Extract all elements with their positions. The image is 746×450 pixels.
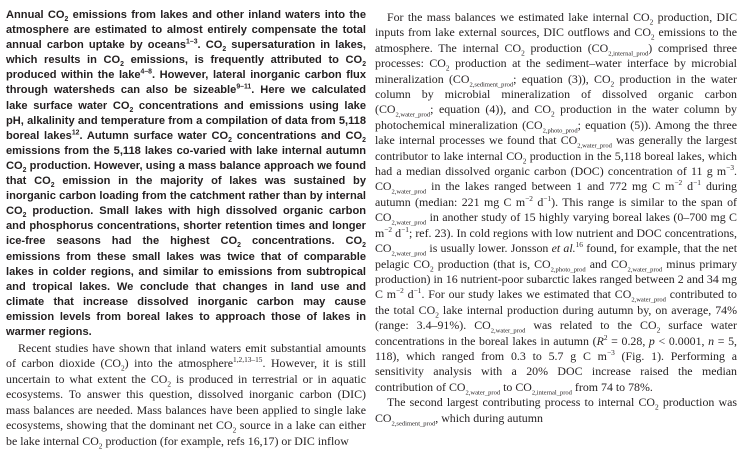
mass-balance-paragraph: For the mass balances we estimated lake internal $CO_2$ production, DIC inputs from lake external sources, DIC outflows and $CO_2$ emissions to the atmosphere. The internal $CO_2$ production $(CO_{2,internal\_prod})$ comprised three processes: $CO_2$ production at the sediment–water interface by microbial mineralization ($CO_{2,sediment\_prod}$; equation (3)), $CO_2$ production in the water column by microbial mineralization of dissolved organic carbon ($CO_{2,water\_prod}$; equation (4)), and $CO_2$ production in the water column by photochemical mineralization ($CO_{2,photo\_prod}$; equation (5)). Among the three lake internal processes we found that $CO_{2,water\_prod}$ was generally the largest contributor to lake internal $CO_2$ production in the 5,118 boreal lakes, which had a median dissolved organic carbon (DOC) concentration of 11 g $m^{-3}$. $CO_{2,water\_prod}$ in the lakes ranged between 1 and 772 mg C $m^{-2}$ $d^{-1}$ during autumn (median: 221 mg C $m^{-2}$ $d^{-1}$). This range is similar to the span of $CO_{2,water\_prod}$ in another study of 15 highly varying boreal lakes (0–700 mg C $m^{-2}$ $d^{-1}$; ref. 23). In cold regions with low nutrient and DOC concentrations, $CO_{2,water\_prod}$ is usually lower. Jonsson et al.$^{16}$ found, for example, that the net pelagic $CO_2$ production (that is, $CO_{2,photo\_prod}$ and $CO_{2,water\_prod}$ minus primary production) in 16 nutrient-poor subarctic lakes ranged between 2 and 34 mg C $m^{-2}$ $d^{-1}$. For our study lakes we estimated that $CO_{2,water\_prod}$ contributed to the total $CO_2$ lake internal production during autumn by, on average, 74% (range: 3.4–91%). $CO_{2,water\_prod}$ was related to the $CO_2$ surface water concentrations in the boreal lakes in autumn ($R^2 = 0.28$, p < 0.0001, n = 5, 118), which ranged from 0.3 to 5.7 g C $m^{-3}$ (Fig. 1). Performing a sensitivity analysis with a 20% DOC increase raised the median contribution of $CO_{2,water\_prod}$ to $CO_{2,internal\_prod}$ from 74 to 78%. [375, 10, 738, 397]
sediment-paragraph: The second largest contributing process to internal $CO_2$ production was $CO_{2,sediment\_prod}$, which during autumn [375, 395, 737, 427]
right-column [375, 0, 737, 426]
intro-paragraph: Recent studies have shown that inland waters emit substantial amounts of carbon dioxide $(CO_2)$ into the atmosphere$^{1,2,13-15}$. However, it is still uncertain to what extent the $CO_2$ is produced in terrestrial or in aquatic ecosystems. To answer this question, dissolved inorganic carbon (DIC) mass balances are needed. Mass balances have been applied to single lake ecosystems, showing that the dominant net $CO_2$ source in a lake can either be lake internal $CO_2$ production (for example, refs 16,17) or DIC inflow [6, 341, 366, 450]
abstract-paragraph: Annual $CO_2$ emissions from lakes and other inland waters into the atmosphere are estimated to almost entirely compensate the total annual carbon uptake by oceans$^{1-3}$. $CO_2$ supersaturation in lakes, which results in $CO_2$ emissions, is frequently attributed to $CO_2$ produced within the lake$^{4-8}$. However, lateral inorganic carbon flux through watersheds can also be sizeable$^{9-11}$. Here we calculated lake surface water $CO_2$ concentrations and emissions using lake pH, alkalinity and temperature from a compilation of data from 5,118 boreal lakes$^{12}$. Autumn surface water $CO_2$ concentrations and $CO_2$ emissions from the 5,118 lakes co-varied with lake internal autumn $CO_2$ production. However, using a mass balance approach we found that $CO_2$ emission in the majority of lakes was sustained by inorganic carbon loading from the catchment rather than by internal $CO_2$ production. Small lakes with high dissolved organic carbon and phosphorus concentrations, shorter retention times and longer ice-free seasons had the highest $CO_2$ concentrations. $CO_2$ emissions from these small lakes was twice that of comparable lakes in colder regions, and similar to emissions from subtropical and tropical lakes. We conclude that changes in land use and climate that increase dissolved inorganic carbon may cause emission levels from boreal lakes to approach those of lakes in warmer regions. [6, 9, 367, 338]
left-column [6, 0, 366, 449]
